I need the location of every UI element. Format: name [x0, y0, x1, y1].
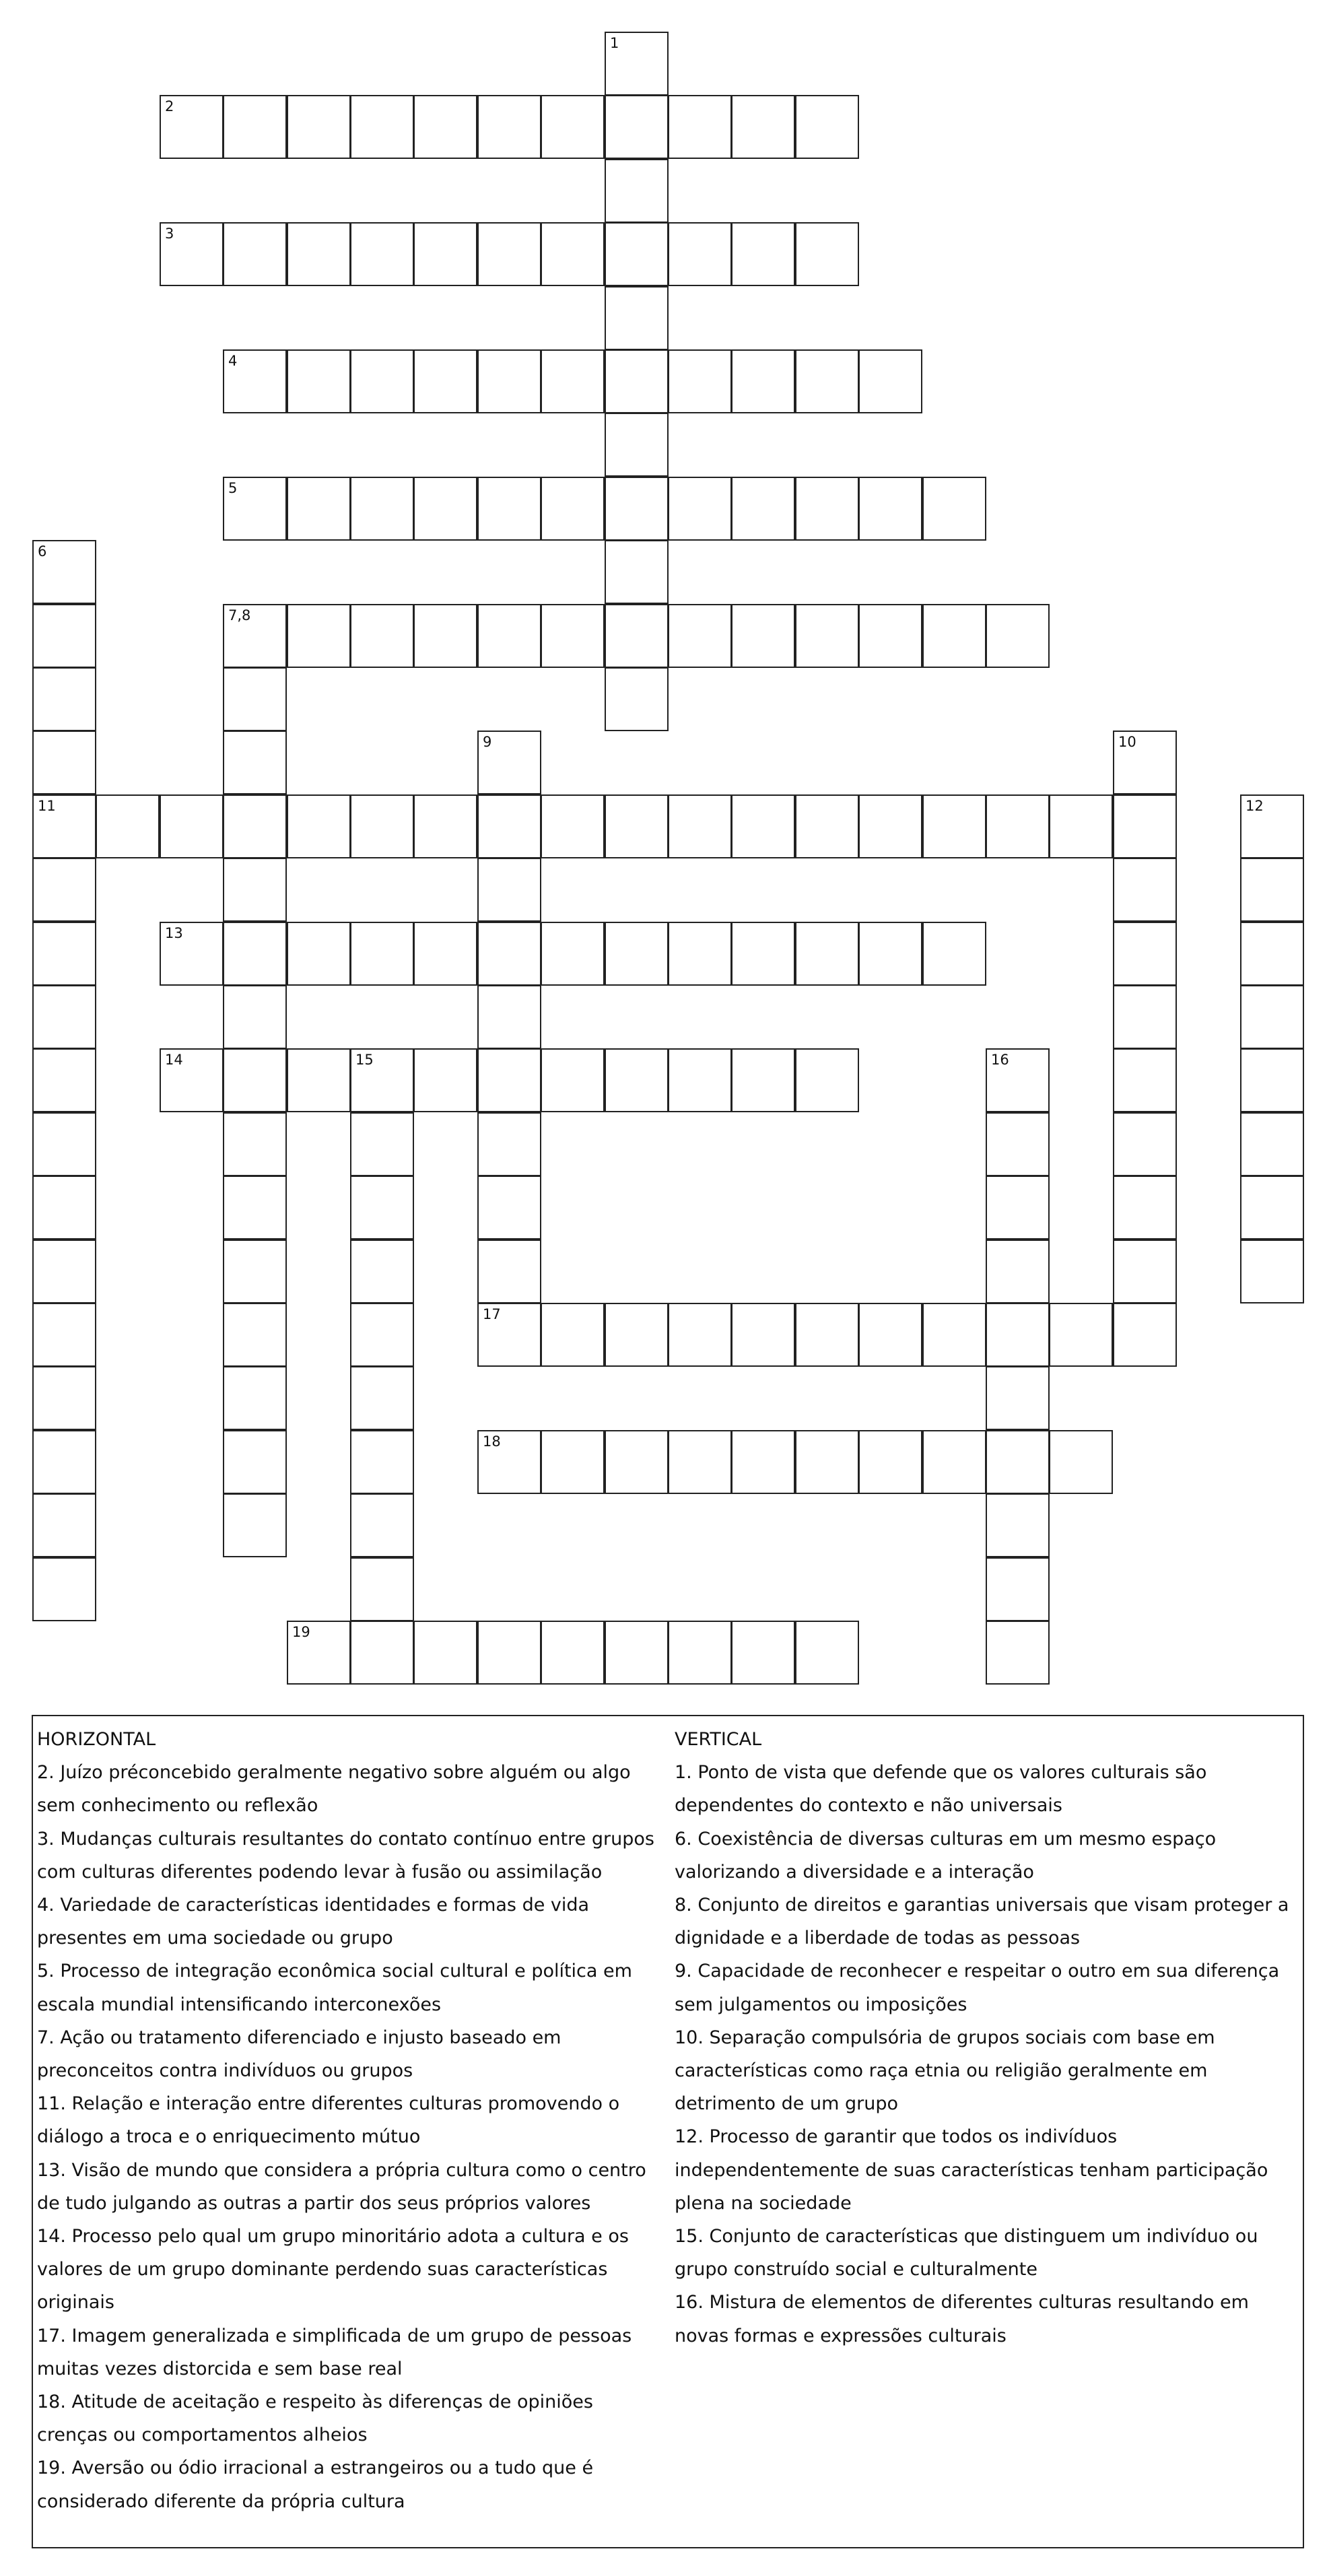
clue-number: 6 — [38, 543, 47, 560]
clue-number: 2 — [165, 98, 174, 114]
clue-down-8: 8. Conjunto de direitos e garantias universais que visam proteger a dignidade e a liberdade de todas as pessoas — [675, 1895, 1289, 1949]
clue-across-4: 4. Variedade de características identidades e formas de vida presentes em uma sociedade ou grupo — [37, 1895, 590, 1949]
clue-number: 10 — [1118, 734, 1136, 750]
grid-cell[interactable] — [668, 477, 732, 541]
clue-number: 5 — [228, 480, 238, 496]
grid-cell[interactable] — [96, 794, 160, 858]
grid-cell[interactable] — [350, 1303, 414, 1367]
grid-cell[interactable] — [731, 1303, 795, 1367]
grid-cell[interactable] — [350, 1112, 414, 1176]
grid-cell[interactable] — [795, 477, 859, 541]
grid-cell[interactable] — [605, 413, 669, 477]
grid-cell[interactable] — [477, 1621, 541, 1685]
grid-cell[interactable] — [287, 922, 351, 986]
grid-cell[interactable] — [795, 1621, 859, 1685]
grid-cell[interactable] — [605, 922, 669, 986]
grid-cell[interactable] — [605, 540, 669, 604]
grid-cell[interactable] — [605, 349, 669, 413]
grid-cell[interactable] — [413, 349, 477, 413]
grid-cell[interactable] — [477, 985, 541, 1049]
grid-cell[interactable] — [1240, 858, 1304, 922]
grid-cell[interactable] — [350, 1430, 414, 1494]
clue-down-6: 6. Coexistência de diversas culturas em um mesmo espaço valorizando a diversidade e a interação — [675, 1828, 1217, 1883]
grid-cell[interactable] — [541, 1621, 605, 1685]
grid-cell[interactable] — [795, 95, 859, 159]
grid-cell[interactable] — [350, 477, 414, 541]
grid-cell[interactable] — [731, 477, 795, 541]
grid-cell[interactable] — [986, 1048, 1050, 1112]
grid-cell[interactable] — [32, 1176, 96, 1240]
grid-cell[interactable] — [668, 95, 732, 159]
grid-cell[interactable] — [541, 604, 605, 668]
grid-cell[interactable] — [477, 604, 541, 668]
grid-cell[interactable] — [605, 159, 669, 223]
grid-cell[interactable] — [986, 1366, 1050, 1430]
grid-cell[interactable] — [223, 1048, 287, 1112]
clue-down-9: 9. Capacidade de reconhecer e respeitar o outro em sua diferença sem julgamentos ou imposições — [675, 1961, 1280, 2015]
grid-cell[interactable] — [541, 95, 605, 159]
grid-cell[interactable] — [32, 985, 96, 1049]
grid-cell[interactable] — [223, 858, 287, 922]
clue-number: 9 — [483, 734, 492, 750]
grid-cell[interactable] — [605, 1430, 669, 1494]
clue-across-14: 14. Processo pelo qual um grupo minoritário adota a cultura e os valores de um grupo dominante perdendo suas características originais — [37, 2226, 629, 2313]
grid-cell[interactable] — [922, 1303, 986, 1367]
grid-cell[interactable] — [350, 604, 414, 668]
grid-cell[interactable] — [223, 477, 287, 541]
grid-cell[interactable] — [287, 604, 351, 668]
grid-cell[interactable] — [477, 794, 541, 858]
grid-cell[interactable] — [541, 477, 605, 541]
clue-number: 18 — [483, 1433, 501, 1450]
grid-cell[interactable] — [1113, 1112, 1177, 1176]
grid-cell[interactable] — [541, 1303, 605, 1367]
grid-cell[interactable] — [668, 794, 732, 858]
grid-cell[interactable] — [668, 1048, 732, 1112]
clue-across-11: 11. Relação e interação entre diferentes culturas promovendo o diálogo a troca e o enriquecimento mútuo — [37, 2093, 620, 2148]
grid-cell[interactable] — [32, 540, 96, 604]
grid-cell[interactable] — [32, 731, 96, 794]
grid-cell[interactable] — [541, 922, 605, 986]
grid-cell[interactable] — [795, 222, 859, 286]
clue-number: 14 — [165, 1052, 183, 1068]
clue-down-12: 12. Processo de garantir que todos os indivíduos independentemente de suas características tenham participação plena na sociedade — [675, 2126, 1268, 2214]
grid-cell[interactable] — [223, 667, 287, 731]
grid-cell[interactable] — [32, 667, 96, 731]
grid-cell[interactable] — [922, 922, 986, 986]
grid-cell[interactable] — [605, 32, 669, 96]
grid-cell[interactable] — [160, 794, 224, 858]
grid-cell[interactable] — [350, 1366, 414, 1430]
down-clues — [675, 1723, 1301, 2352]
clue-number: 1 — [610, 35, 619, 51]
clues-panel — [32, 1715, 1304, 2548]
grid-cell[interactable] — [1240, 1112, 1304, 1176]
clue-across-13: 13. Visão de mundo que considera a própria cultura como o centro de tudo julgando as outras a partir dos seus próprios valores — [37, 2159, 646, 2214]
grid-cell[interactable] — [1049, 1303, 1113, 1367]
grid-cell[interactable] — [477, 1048, 541, 1112]
grid-cell[interactable] — [1240, 985, 1304, 1049]
clue-across-17: 17. Imagem generalizada e simplificada de um grupo de pessoas muitas vezes distorcida e sem base real — [37, 2325, 632, 2379]
grid-cell[interactable] — [223, 1430, 287, 1494]
clue-number: 13 — [165, 925, 183, 941]
grid-cell[interactable] — [986, 1493, 1050, 1557]
grid-cell[interactable] — [858, 922, 922, 986]
grid-cell[interactable] — [32, 794, 96, 858]
grid-cell[interactable] — [350, 222, 414, 286]
grid-cell[interactable] — [731, 349, 795, 413]
grid-cell[interactable] — [413, 922, 477, 986]
clue-number: 15 — [355, 1052, 374, 1068]
grid-cell[interactable] — [922, 604, 986, 668]
across-clues — [37, 1723, 656, 2518]
grid-cell[interactable] — [413, 222, 477, 286]
clue-number: 17 — [483, 1306, 501, 1322]
grid-cell[interactable] — [350, 1557, 414, 1621]
grid-cell[interactable] — [1113, 858, 1177, 922]
grid-cell[interactable] — [223, 922, 287, 986]
grid-cell[interactable] — [858, 1303, 922, 1367]
clue-across-19: 19. Aversão ou ódio irracional a estrangeiros ou a tudo que é considerado diferente da própria cultura — [37, 2458, 594, 2512]
grid-cell[interactable] — [287, 477, 351, 541]
grid-cell[interactable] — [605, 1303, 669, 1367]
grid-cell[interactable] — [1240, 1240, 1304, 1303]
grid-cell[interactable] — [986, 794, 1050, 858]
grid-cell[interactable] — [541, 1048, 605, 1112]
grid-cell[interactable] — [223, 604, 287, 668]
grid-cell[interactable] — [160, 1048, 224, 1112]
clue-across-2: 2. Juízo préconcebido geralmente negativo sobre alguém ou algo sem conhecimento ou reflexão — [37, 1762, 631, 1817]
grid-cell[interactable] — [1113, 1240, 1177, 1303]
grid-cell[interactable] — [223, 985, 287, 1049]
grid-cell[interactable] — [477, 1176, 541, 1240]
clue-across-18: 18. Atitude de aceitação e respeito às diferenças de opiniões crenças ou comportamentos alheios — [37, 2392, 593, 2446]
grid-cell[interactable] — [477, 95, 541, 159]
grid-cell[interactable] — [795, 1303, 859, 1367]
grid-cell[interactable] — [287, 349, 351, 413]
grid-cell[interactable] — [922, 477, 986, 541]
grid-cell[interactable] — [986, 604, 1050, 668]
grid-cell[interactable] — [160, 222, 224, 286]
grid-cell[interactable] — [413, 794, 477, 858]
grid-cell[interactable] — [668, 349, 732, 413]
grid-cell[interactable] — [605, 477, 669, 541]
grid-cell[interactable] — [32, 1240, 96, 1303]
grid-cell[interactable] — [223, 222, 287, 286]
grid-cell[interactable] — [160, 95, 224, 159]
grid-cell[interactable] — [605, 95, 669, 159]
grid-cell[interactable] — [477, 1303, 541, 1367]
grid-cell[interactable] — [223, 1366, 287, 1430]
grid-cell[interactable] — [1049, 794, 1113, 858]
grid-cell[interactable] — [223, 1240, 287, 1303]
clue-across-3: 3. Mudanças culturais resultantes do contato contínuo entre grupos com culturas diferentes podendo levar à fusão ou assimilação — [37, 1828, 654, 1883]
grid-cell[interactable] — [986, 1240, 1050, 1303]
grid-cell[interactable] — [795, 922, 859, 986]
clue-number: 19 — [292, 1624, 310, 1640]
grid-cell[interactable] — [986, 1621, 1050, 1685]
grid-cell[interactable] — [731, 604, 795, 668]
down-heading: VERTICAL — [675, 1729, 762, 1750]
grid-cell[interactable] — [1113, 985, 1177, 1049]
grid-cell[interactable] — [605, 667, 669, 731]
grid-cell[interactable] — [1240, 1048, 1304, 1112]
grid-cell[interactable] — [32, 922, 96, 986]
grid-cell[interactable] — [32, 1557, 96, 1621]
grid-cell[interactable] — [477, 858, 541, 922]
grid-cell[interactable] — [668, 922, 732, 986]
grid-cell[interactable] — [541, 1430, 605, 1494]
clue-down-16: 16. Mistura de elementos de diferentes culturas resultando em novas formas e expressões culturais — [675, 2292, 1249, 2346]
grid-cell[interactable] — [350, 1493, 414, 1557]
grid-cell[interactable] — [795, 794, 859, 858]
grid-cell[interactable] — [477, 477, 541, 541]
grid-cell[interactable] — [1049, 1430, 1113, 1494]
grid-cell[interactable] — [223, 95, 287, 159]
grid-cell[interactable] — [413, 477, 477, 541]
grid-cell[interactable] — [32, 1303, 96, 1367]
grid-cell[interactable] — [668, 1303, 732, 1367]
grid-cell[interactable] — [477, 922, 541, 986]
grid-cell[interactable] — [477, 731, 541, 794]
grid-cell[interactable] — [1113, 1176, 1177, 1240]
grid-cell[interactable] — [605, 1048, 669, 1112]
grid-cell[interactable] — [223, 794, 287, 858]
grid-cell[interactable] — [1113, 922, 1177, 986]
grid-cell[interactable] — [605, 1621, 669, 1685]
clue-number: 4 — [228, 353, 238, 369]
grid-cell[interactable] — [223, 1176, 287, 1240]
grid-cell[interactable] — [287, 95, 351, 159]
grid-cell[interactable] — [668, 604, 732, 668]
grid-cell[interactable] — [477, 222, 541, 286]
grid-cell[interactable] — [605, 794, 669, 858]
grid-cell[interactable] — [350, 1048, 414, 1112]
clue-down-15: 15. Conjunto de características que distinguem um indivíduo ou grupo construído social e culturalmente — [675, 2226, 1258, 2280]
clue-number: 3 — [165, 226, 174, 242]
grid-cell[interactable] — [350, 1176, 414, 1240]
grid-cell[interactable] — [287, 222, 351, 286]
grid-cell[interactable] — [541, 794, 605, 858]
grid-cell[interactable] — [922, 794, 986, 858]
grid-cell[interactable] — [413, 1048, 477, 1112]
clue-down-1: 1. Ponto de vista que defende que os valores culturais são dependentes do contexto e não universais — [675, 1762, 1207, 1817]
grid-cell[interactable] — [731, 95, 795, 159]
grid-cell[interactable] — [160, 922, 224, 986]
clue-number: 11 — [38, 798, 56, 814]
grid-cell[interactable] — [731, 1621, 795, 1685]
grid-cell[interactable] — [1113, 1303, 1177, 1367]
grid-cell[interactable] — [858, 794, 922, 858]
grid-cell[interactable] — [223, 1112, 287, 1176]
grid-cell[interactable] — [605, 604, 669, 668]
grid-cell[interactable] — [223, 1493, 287, 1557]
grid-cell[interactable] — [795, 1430, 859, 1494]
grid-cell[interactable] — [1113, 1048, 1177, 1112]
grid-cell[interactable] — [32, 1366, 96, 1430]
grid-cell[interactable] — [986, 1176, 1050, 1240]
grid-cell[interactable] — [413, 95, 477, 159]
grid-cell[interactable] — [223, 349, 287, 413]
clue-across-5: 5. Processo de integração econômica social cultural e política em escala mundial intensificando interconexões — [37, 1961, 632, 2015]
grid-cell[interactable] — [477, 1240, 541, 1303]
grid-cell[interactable] — [223, 731, 287, 794]
grid-cell[interactable] — [795, 1048, 859, 1112]
grid-cell[interactable] — [1240, 794, 1304, 858]
grid-cell[interactable] — [541, 222, 605, 286]
clue-down-10: 10. Separação compulsória de grupos sociais com base em características como raça etnia ou religião geralmente em detrimento de um grupo — [675, 2027, 1215, 2115]
grid-cell[interactable] — [32, 1048, 96, 1112]
grid-cell[interactable] — [413, 1621, 477, 1685]
grid-cell[interactable] — [413, 604, 477, 668]
grid-cell[interactable] — [32, 604, 96, 668]
grid-cell[interactable] — [477, 349, 541, 413]
grid-cell[interactable] — [986, 1303, 1050, 1367]
grid-cell[interactable] — [350, 922, 414, 986]
grid-cell[interactable] — [668, 1430, 732, 1494]
grid-cell[interactable] — [1113, 731, 1177, 794]
clue-number: 7,8 — [228, 607, 251, 623]
grid-cell[interactable] — [668, 222, 732, 286]
grid-cell[interactable] — [1113, 794, 1177, 858]
grid-cell[interactable] — [287, 794, 351, 858]
grid-cell[interactable] — [605, 286, 669, 350]
grid-cell[interactable] — [541, 349, 605, 413]
grid-cell[interactable] — [668, 1621, 732, 1685]
grid-cell[interactable] — [350, 95, 414, 159]
clue-across-7: 7. Ação ou tratamento diferenciado e injusto baseado em preconceitos contra indivíduos ou grupos — [37, 2027, 561, 2082]
grid-cell[interactable] — [731, 222, 795, 286]
grid-cell[interactable] — [223, 1303, 287, 1367]
clue-number: 16 — [991, 1052, 1009, 1068]
grid-cell[interactable] — [858, 349, 922, 413]
grid-cell[interactable] — [350, 1240, 414, 1303]
grid-cell[interactable] — [350, 1621, 414, 1685]
clue-number: 12 — [1246, 798, 1264, 814]
grid-cell[interactable] — [858, 477, 922, 541]
grid-cell[interactable] — [795, 604, 859, 668]
across-heading: HORIZONTAL — [37, 1729, 156, 1750]
grid-cell[interactable] — [350, 794, 414, 858]
grid-cell[interactable] — [731, 1048, 795, 1112]
grid-cell[interactable] — [287, 1621, 351, 1685]
grid-cell[interactable] — [477, 1430, 541, 1494]
grid-cell[interactable] — [731, 794, 795, 858]
grid-cell[interactable] — [858, 1430, 922, 1494]
grid-cell[interactable] — [986, 1557, 1050, 1621]
grid-cell[interactable] — [32, 1493, 96, 1557]
grid-cell[interactable] — [350, 349, 414, 413]
grid-cell[interactable] — [32, 858, 96, 922]
grid-cell[interactable] — [287, 1048, 351, 1112]
grid-cell[interactable] — [731, 1430, 795, 1494]
grid-cell[interactable] — [922, 1430, 986, 1494]
grid-cell[interactable] — [1240, 922, 1304, 986]
grid-cell[interactable] — [477, 1112, 541, 1176]
grid-cell[interactable] — [605, 222, 669, 286]
grid-cell[interactable] — [986, 1430, 1050, 1494]
grid-cell[interactable] — [32, 1430, 96, 1494]
grid-cell[interactable] — [795, 349, 859, 413]
grid-cell[interactable] — [731, 922, 795, 986]
grid-cell[interactable] — [986, 1112, 1050, 1176]
grid-cell[interactable] — [32, 1112, 96, 1176]
grid-cell[interactable] — [1240, 1176, 1304, 1240]
grid-cell[interactable] — [858, 604, 922, 668]
